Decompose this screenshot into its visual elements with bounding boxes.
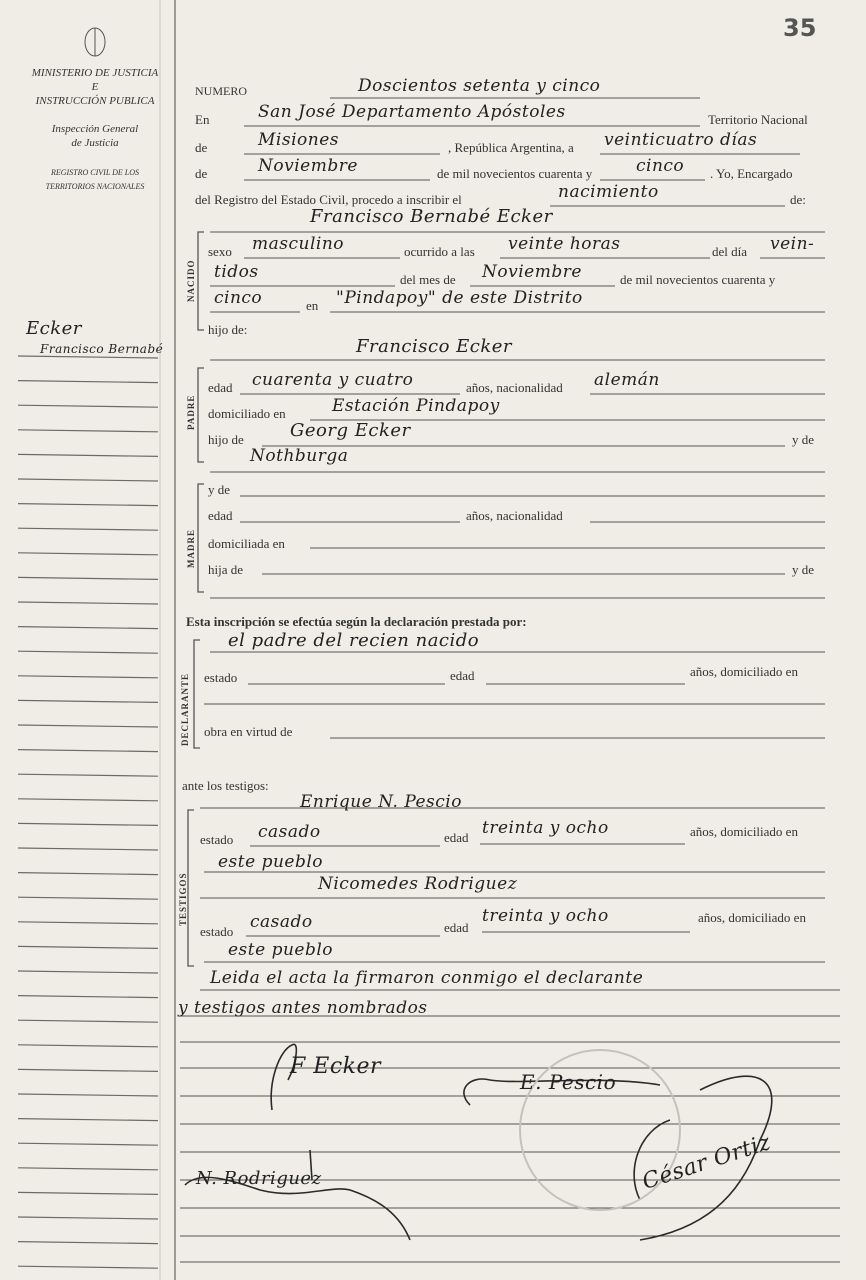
nacido-mes-value: Noviembre xyxy=(482,262,582,282)
padre-edad-value: cuarenta y cuatro xyxy=(252,370,414,390)
madre-y-de-label: y de xyxy=(208,482,231,497)
testigos-section-label: TESTIGOS xyxy=(178,872,188,926)
provincia-value: Misiones xyxy=(258,130,339,150)
de3-label: de: xyxy=(790,192,806,207)
madre-y-de-end: y de xyxy=(792,562,815,577)
dia-value-2: tidos xyxy=(214,262,259,282)
acto-value: nacimiento xyxy=(558,182,659,202)
nacido-nombre: Francisco Bernabé Ecker xyxy=(310,206,553,227)
testigo2-nombre: Nicomedes Rodriguez xyxy=(318,874,518,894)
signature-rodriguez: N. Rodriguez xyxy=(196,1168,322,1189)
encargado-label: . Yo, Encargado xyxy=(710,166,793,181)
testigo2-edad-value: treinta y ocho xyxy=(482,906,609,926)
signature-pescio: E. Pescio xyxy=(520,1070,617,1094)
mes-value: Noviembre xyxy=(258,156,358,176)
testigo2-estado-label: estado xyxy=(200,924,234,939)
madre-anios-label: años, nacionalidad xyxy=(466,508,563,523)
sexo-label: sexo xyxy=(208,244,232,259)
sexo-value: masculino xyxy=(252,234,345,254)
testigo1-domicilio: este pueblo xyxy=(218,852,324,872)
testigo2-edad-label: edad xyxy=(444,920,469,935)
declarante-estado-label: estado xyxy=(204,670,238,685)
margin-header-line: REGISTRO CIVIL DE LOS xyxy=(50,168,140,177)
en-label: En xyxy=(195,112,210,127)
lugar-value: "Pindapoy" de este Distrito xyxy=(336,288,583,308)
padre-domicilio-value: Estación Pindapoy xyxy=(332,396,500,416)
margin-signature-name: Francisco Bernabé xyxy=(40,342,164,356)
anio-label: de mil novecientos cuarenta y xyxy=(437,166,593,181)
testigo1-anios-label: años, domiciliado en xyxy=(690,824,798,839)
padre-edad-label: edad xyxy=(208,380,233,395)
abuelo-value: Georg Ecker xyxy=(290,420,411,441)
signature-encargado: César Ortiz xyxy=(639,1130,774,1195)
declarante-obra-label: obra en virtud de xyxy=(204,724,293,739)
margin-header-line: E xyxy=(91,81,99,93)
padre-y-de-label: y de xyxy=(792,432,815,447)
nacido-section-label: NACIDO xyxy=(186,259,196,302)
cierre-linea2: y testigos antes nombrados xyxy=(178,998,428,1018)
testigo1-edad-label: edad xyxy=(444,830,469,845)
signature-ecker: F Ecker xyxy=(290,1054,382,1079)
cierre-linea1: Leida el acta la firmaron conmigo el declarante xyxy=(210,968,644,988)
localidad-value: San José Departamento Apóstoles xyxy=(258,102,566,122)
anio-value: cinco xyxy=(636,156,685,176)
margin-header-line: INSTRUCCIÓN PUBLICA xyxy=(35,95,155,107)
testigo2-anios-label: años, domiciliado en xyxy=(698,910,806,925)
nacido-anio-value: cinco xyxy=(214,288,263,308)
padre-domicilio-label: domiciliado en xyxy=(208,406,286,421)
margin-header-line: Inspección General xyxy=(51,123,139,135)
page-number: 35 xyxy=(783,14,817,42)
madre-domicilio-label: domiciliada en xyxy=(208,536,285,551)
declarante-anios-label: años, domiciliado en xyxy=(690,664,798,679)
margin-header xyxy=(30,66,160,194)
declarante-value: el padre del recien nacido xyxy=(228,630,480,651)
madre-hija-label: hija de xyxy=(208,562,244,577)
margin-header-line: MINISTERIO DE JUSTICIA xyxy=(31,67,159,79)
republica-label: , República Argentina, a xyxy=(448,140,574,155)
de-label: de xyxy=(195,140,208,155)
dias-value: veinticuatro días xyxy=(604,130,758,150)
testigo1-nombre: Enrique N. Pescio xyxy=(300,792,462,812)
margin-header-line: de Justicia xyxy=(71,137,119,149)
numero-label: NUMERO xyxy=(195,84,248,98)
hijo-label: hijo de: xyxy=(208,322,248,337)
testigo2-estado-value: casado xyxy=(250,912,313,932)
padre-nombre: Francisco Ecker xyxy=(356,336,513,357)
padre-hijo-label: hijo de xyxy=(208,432,244,447)
nacido-en-label: en xyxy=(306,298,319,313)
abuela-value: Nothburga xyxy=(250,446,349,466)
dia-label: del día xyxy=(712,244,748,259)
testigos-intro: ante los testigos: xyxy=(182,778,269,793)
ocurrido-label: ocurrido a las xyxy=(404,244,475,259)
margin-signature-surname: Ecker xyxy=(26,318,82,339)
declarante-edad-label: edad xyxy=(450,668,475,683)
testigo1-estado-value: casado xyxy=(258,822,321,842)
nacido-mil-label: de mil novecientos cuarenta y xyxy=(620,272,776,287)
madre-section-label: MADRE xyxy=(186,529,196,568)
declarante-section-label: DECLARANTE xyxy=(180,672,190,746)
padre-anios-label: años, nacionalidad xyxy=(466,380,563,395)
declarante-intro: Esta inscripción se efectúa según la declaración prestada por: xyxy=(186,614,527,629)
hora-value: veinte horas xyxy=(508,234,621,254)
testigo2-domicilio: este pueblo xyxy=(228,940,334,960)
testigo1-edad-value: treinta y ocho xyxy=(482,818,609,838)
registro-label: del Registro del Estado Civil, procedo a inscribir el xyxy=(195,192,462,207)
dia-value-1: vein- xyxy=(770,234,815,254)
padre-section-label: PADRE xyxy=(186,394,196,430)
testigo1-estado-label: estado xyxy=(200,832,234,847)
nacido-mes-label: del mes de xyxy=(400,272,456,287)
padre-nacionalidad-value: alemán xyxy=(594,370,660,390)
territorio-label: Territorio Nacional xyxy=(708,112,808,127)
margin-header-line: TERRITORIOS NACIONALES xyxy=(45,182,145,191)
numero-value: Doscientos setenta y cinco xyxy=(358,76,601,96)
madre-edad-label: edad xyxy=(208,508,233,523)
de2-label: de xyxy=(195,166,208,181)
